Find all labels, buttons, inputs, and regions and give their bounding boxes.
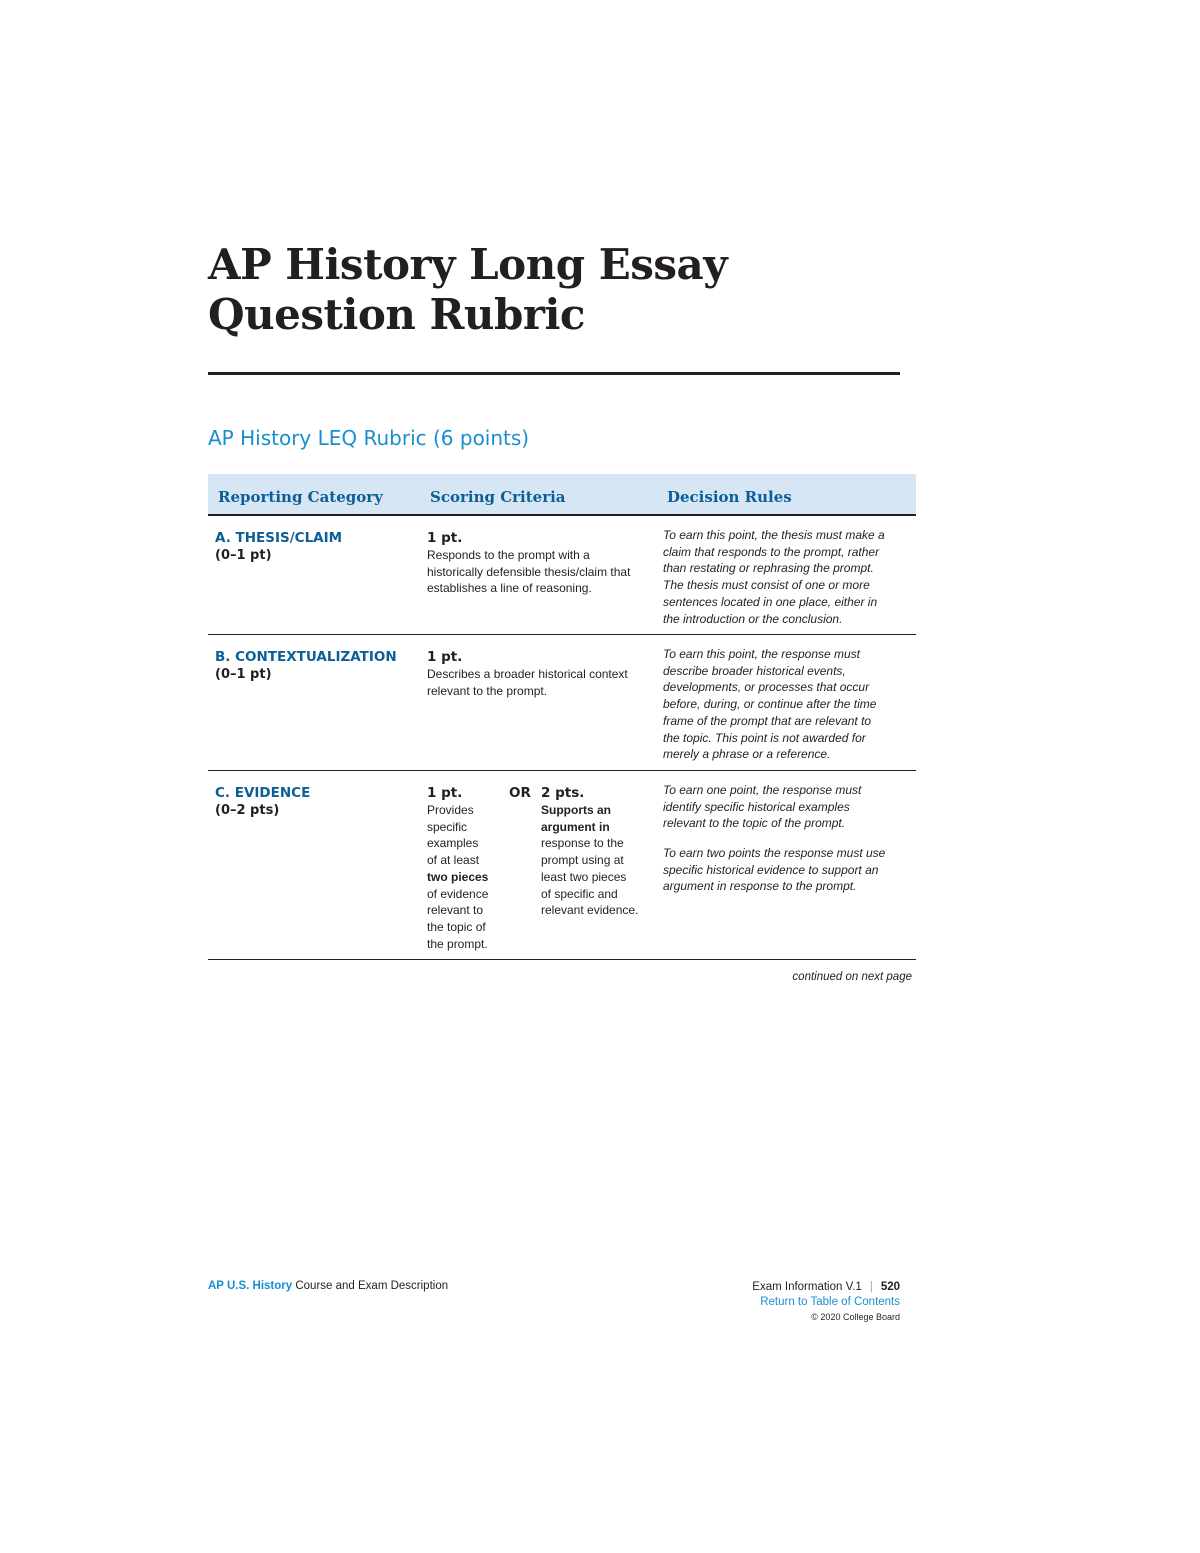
criteria-line: prompt using at [541,853,624,868]
footer-left [208,1280,448,1292]
rubric-subtitle: AP History LEQ Rubric (6 points) [208,426,530,450]
header-reporting-category: Reporting Category [218,488,383,506]
return-to-toc-link[interactable]: Return to Table of Contents [760,1296,900,1308]
footer-section: Exam Information V.1 [752,1281,862,1293]
criteria-evidence-1pt [427,785,507,952]
rule-line: describe broader historical events, [663,663,846,678]
rule-line: claim that responds to the prompt, rather [663,544,880,559]
criteria-line: specific [427,819,468,834]
criteria-line: Describes a broader historical context [427,667,628,681]
criteria-line: Provides [427,803,474,817]
decision-rules-contextualization [663,646,903,763]
table-header [208,474,916,516]
page-number: 520 [880,1281,900,1293]
decision-rules-evidence-2pts [663,845,903,895]
rule-line: frame of the prompt that are relevant to [663,713,872,728]
criteria-line: examples [427,836,479,851]
rule-line: argument in response to the prompt. [663,879,857,894]
criteria-evidence-2pts [541,785,659,919]
criteria-points: 1 pt. [427,530,463,546]
footer-description: Course and Exam Description [295,1280,449,1292]
criteria-points: 1 pt. [427,785,463,801]
points-evidence: (0–2 pts) [215,803,280,818]
rule-line: the introduction or the conclusion. [663,611,843,626]
page-title [208,240,908,340]
header-scoring-criteria: Scoring Criteria [430,488,566,506]
table-row-thesis [208,516,916,635]
criteria-line: relevant to the prompt. [427,683,548,698]
criteria-line: argument in [541,819,610,834]
category-thesis: A. THESIS/CLAIM [215,530,343,546]
rule-line: the topic. This point is not awarded for [663,730,866,745]
title-line-2: Question Rubric [208,290,585,339]
footer-right [640,1280,900,1325]
title-line-1: AP History Long Essay [208,240,728,289]
footer-copyright: © 2020 College Board [811,1312,900,1322]
criteria-line: two pieces [427,869,489,884]
rule-line: relevant to the topic of the prompt. [663,816,846,831]
criteria-line: the topic of [427,919,486,934]
criteria-text [427,802,507,952]
rule-line: identify specific historical examples [663,799,850,814]
criteria-line: establishes a line of reasoning. [427,581,592,596]
rule-line: specific historical evidence to support an [663,862,879,877]
criteria-text [541,802,659,919]
table-row-evidence [208,771,916,960]
points-thesis: (0–1 pt) [215,548,272,563]
criteria-line: relevant to [427,903,484,918]
criteria-text [427,666,657,699]
criteria-text [427,547,657,597]
criteria-points: 2 pts. [541,785,585,801]
rule-line: The thesis must consist of one or more [663,578,870,593]
continued-note: continued on next page [792,971,912,983]
rule-line: developments, or processes that occur [663,680,870,695]
table-row-contextualization [208,635,916,771]
criteria-line: least two pieces [541,869,627,884]
points-contextualization: (0–1 pt) [215,667,272,682]
rule-line: merely a phrase or a reference. [663,747,831,762]
criteria-line: Responds to the prompt with a [427,548,590,562]
or-label: OR [509,785,531,801]
title-divider [208,372,900,375]
criteria-contextualization [427,649,657,699]
decision-rules-evidence-1pt [663,782,903,832]
header-decision-rules: Decision Rules [667,488,792,506]
criteria-line: Supports an [541,803,612,817]
decision-rules-thesis [663,527,903,627]
category-contextualization: B. CONTEXTUALIZATION [215,649,397,665]
criteria-line: response to the [541,836,624,851]
rule-line: sentences located in one place, either in [663,594,878,609]
criteria-line: of at least [427,853,480,868]
rule-line: than restating or rephrasing the prompt. [663,561,874,576]
rule-line: To earn this point, the thesis must make a [663,528,885,542]
rubric-table [208,474,916,960]
footer-brand: AP U.S. History [208,1280,293,1292]
criteria-points: 1 pt. [427,649,463,665]
criteria-line: of evidence [427,886,489,901]
rule-line: To earn one point, the response must [663,783,862,797]
criteria-line: the prompt. [427,936,488,951]
rule-line: To earn this point, the response must [663,647,861,661]
category-evidence: C. EVIDENCE [215,785,311,801]
rule-line: before, during, or continue after the time [663,697,877,712]
criteria-thesis [427,530,657,597]
criteria-line: relevant evidence. [541,903,639,918]
criteria-line: of specific and [541,886,618,901]
rule-line: To earn two points the response must use [663,846,886,860]
criteria-line: historically defensible thesis/claim that [427,564,631,579]
footer-separator: | [869,1281,873,1293]
